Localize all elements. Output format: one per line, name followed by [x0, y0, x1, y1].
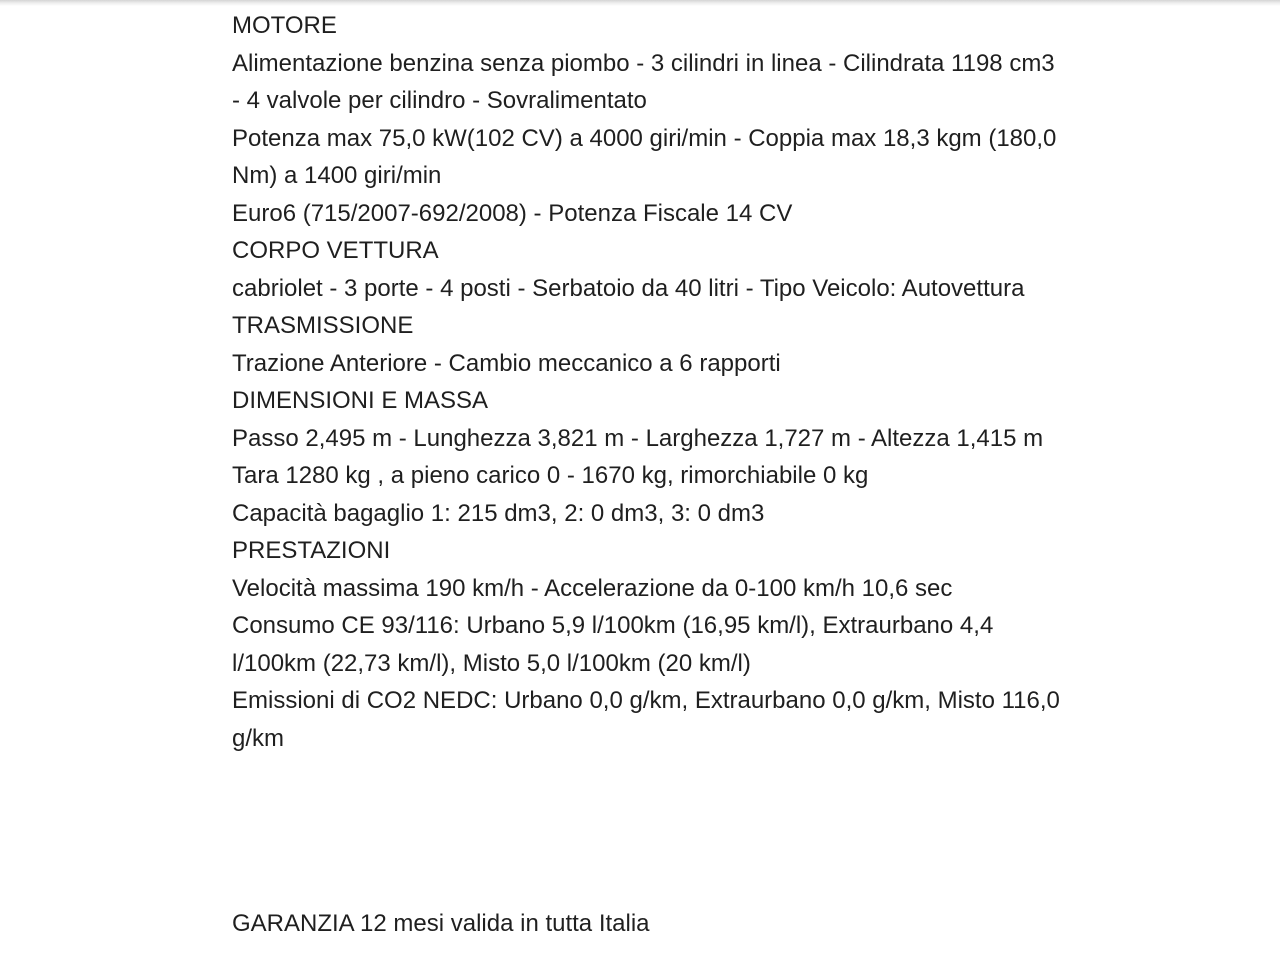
spec-line-consumption-cont: l/100km (22,73 km/l), Misto 5,0 l/100km (20 km/l) — [232, 649, 751, 677]
spec-line-luggage: Capacità bagaglio 1: 215 dm3, 2: 0 dm3, 3: 0 dm3 — [232, 499, 765, 527]
spec-line-transmission: Trazione Anteriore - Cambio meccanico a 6 rapporti — [232, 349, 781, 377]
spec-line-emission-class: Euro6 (715/2007-692/2008) - Potenza Fiscale 14 CV — [232, 199, 793, 227]
spec-line-co2-cont: g/km — [232, 724, 285, 752]
section-heading-prestazioni: PRESTAZIONI — [232, 537, 391, 564]
spec-line-dimensions: Passo 2,495 m - Lunghezza 3,821 m - Larghezza 1,727 m - Altezza 1,415 m — [232, 424, 1044, 452]
spec-line-valves: - 4 valvole per cilindro - Sovralimentato — [232, 87, 647, 114]
spec-line-torque-rpm: Nm) a 1400 giri/min — [232, 162, 442, 189]
spec-line-co2: Emissioni di CO2 NEDC: Urbano 0,0 g/km, Extraurbano 0,0 g/km, Misto 116,0 — [232, 687, 1060, 714]
vehicle-spec-sheet — [232, 7, 1122, 757]
section-heading-trasmissione: TRASMISSIONE — [232, 312, 414, 339]
guarantee-note: GARANZIA 12 mesi valida in tutta Italia — [232, 910, 650, 937]
top-edge-shadow — [0, 0, 1280, 6]
spec-line-weight: Tara 1280 kg , a pieno carico 0 - 1670 kg, rimorchiabile 0 kg — [232, 462, 869, 489]
section-heading-corpo-vettura: CORPO VETTURA — [232, 237, 439, 264]
spec-line-consumption: Consumo CE 93/116: Urbano 5,9 l/100km (16,95 km/l), Extraurbano 4,4 — [232, 612, 994, 639]
spec-line-power-torque: Potenza max 75,0 kW(102 CV) a 4000 giri/min - Coppia max 18,3 kgm (180,0 — [232, 124, 1057, 152]
spec-line-fuel-engine: Alimentazione benzina senza piombo - 3 cilindri in linea - Cilindrata 1198 cm3 — [232, 49, 1055, 77]
spec-line-body: cabriolet - 3 porte - 4 posti - Serbatoio da 40 litri - Tipo Veicolo: Autovettura — [232, 274, 1025, 302]
section-heading-motore: MOTORE — [232, 12, 337, 39]
spec-line-speed-acceleration: Velocità massima 190 km/h - Accelerazione da 0-100 km/h 10,6 sec — [232, 574, 953, 602]
section-heading-dimensioni-massa: DIMENSIONI E MASSA — [232, 387, 489, 414]
